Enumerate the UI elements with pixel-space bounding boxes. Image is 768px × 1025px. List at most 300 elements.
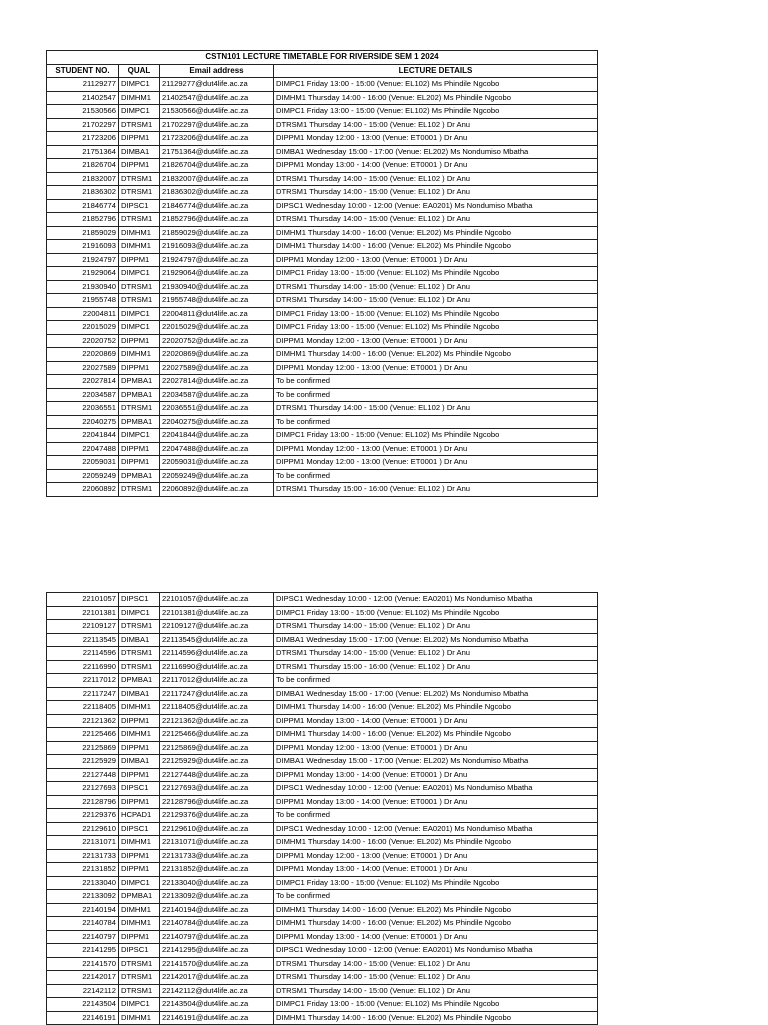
email-cell: 21859029@dut4life.ac.za	[160, 226, 274, 240]
qualification-cell: DIMPC1	[119, 78, 160, 92]
student-number-cell: 22125869	[47, 741, 119, 755]
email-cell: 22059249@dut4life.ac.za	[160, 469, 274, 483]
qualification-cell: DTRSM1	[119, 971, 160, 985]
table-row	[47, 402, 598, 416]
email-cell: 21402547@dut4life.ac.za	[160, 91, 274, 105]
student-number-cell: 22036551	[47, 402, 119, 416]
lecture-details-cell: DIMHM1 Thursday 14:00 - 16:00 (Venue: EL202) Ms Phindile Ngcobo	[274, 728, 598, 742]
lecture-details-cell: DIMHM1 Thursday 14:00 - 16:00 (Venue: EL202) Ms Phindile Ngcobo	[274, 903, 598, 917]
table-row	[47, 714, 598, 728]
email-cell: 22116990@dut4life.ac.za	[160, 660, 274, 674]
student-number-cell: 22133092	[47, 890, 119, 904]
qualification-cell: DIMPC1	[119, 606, 160, 620]
email-cell: 22041844@dut4life.ac.za	[160, 429, 274, 443]
email-cell: 21852796@dut4life.ac.za	[160, 213, 274, 227]
qualification-cell: DIMHM1	[119, 1011, 160, 1025]
email-cell: 22125466@dut4life.ac.za	[160, 728, 274, 742]
lecture-details-cell: DTRSM1 Thursday 14:00 - 15:00 (Venue: EL102 ) Dr Anu	[274, 280, 598, 294]
qualification-cell: DTRSM1	[119, 402, 160, 416]
table-row	[47, 469, 598, 483]
email-cell: 21846774@dut4life.ac.za	[160, 199, 274, 213]
lecture-details-cell: DIMPC1 Friday 13:00 - 15:00 (Venue: EL102) Ms Phindile Ngcobo	[274, 321, 598, 335]
student-number-cell: 21836302	[47, 186, 119, 200]
table-row	[47, 145, 598, 159]
student-number-cell: 21929064	[47, 267, 119, 281]
table-row	[47, 647, 598, 661]
table-row	[47, 984, 598, 998]
table-body-page-1	[47, 78, 598, 497]
table-row	[47, 809, 598, 823]
header-email: Email address	[160, 64, 274, 78]
student-number-cell: 22142112	[47, 984, 119, 998]
lecture-details-cell: DIMPC1 Friday 13:00 - 15:00 (Venue: EL102) Ms Phindile Ngcobo	[274, 267, 598, 281]
table-row	[47, 660, 598, 674]
table-row	[47, 998, 598, 1012]
header-row	[47, 64, 598, 78]
email-cell: 21929064@dut4life.ac.za	[160, 267, 274, 281]
table-row	[47, 415, 598, 429]
email-cell: 22047488@dut4life.ac.za	[160, 442, 274, 456]
table-row	[47, 741, 598, 755]
student-number-cell: 22040275	[47, 415, 119, 429]
email-cell: 22015029@dut4life.ac.za	[160, 321, 274, 335]
table-row	[47, 132, 598, 146]
table-row	[47, 442, 598, 456]
email-cell: 22027589@dut4life.ac.za	[160, 361, 274, 375]
student-number-cell: 22027814	[47, 375, 119, 389]
student-number-cell: 22101381	[47, 606, 119, 620]
title-row	[47, 51, 598, 65]
qualification-cell: DIMHM1	[119, 91, 160, 105]
qualification-cell: DIMBA1	[119, 687, 160, 701]
lecture-details-cell: DIMBA1 Wednesday 15:00 - 17:00 (Venue: EL202) Ms Nondumiso Mbatha	[274, 687, 598, 701]
lecture-details-cell: DIPPM1 Monday 12:00 - 13:00 (Venue: ET0001 ) Dr Anu	[274, 849, 598, 863]
email-cell: 22117247@dut4life.ac.za	[160, 687, 274, 701]
lecture-details-cell: DTRSM1 Thursday 14:00 - 15:00 (Venue: EL102 ) Dr Anu	[274, 118, 598, 132]
timetable-title: CSTN101 LECTURE TIMETABLE FOR RIVERSIDE SEM 1 2024	[47, 51, 598, 65]
email-cell: 22140797@dut4life.ac.za	[160, 930, 274, 944]
qualification-cell: DIPSC1	[119, 199, 160, 213]
qualification-cell: DPMBA1	[119, 674, 160, 688]
qualification-cell: DTRSM1	[119, 984, 160, 998]
email-cell: 22127693@dut4life.ac.za	[160, 782, 274, 796]
email-cell: 22059031@dut4life.ac.za	[160, 456, 274, 470]
student-number-cell: 22131733	[47, 849, 119, 863]
table-row	[47, 267, 598, 281]
qualification-cell: DIMHM1	[119, 917, 160, 931]
student-number-cell: 22131852	[47, 863, 119, 877]
table-row	[47, 483, 598, 497]
table-row	[47, 226, 598, 240]
qualification-cell: DIPPM1	[119, 456, 160, 470]
table-row	[47, 199, 598, 213]
table-row	[47, 674, 598, 688]
qualification-cell: DIMPC1	[119, 998, 160, 1012]
student-number-cell: 22047488	[47, 442, 119, 456]
student-number-cell: 22117012	[47, 674, 119, 688]
table-row	[47, 863, 598, 877]
student-number-cell: 22143504	[47, 998, 119, 1012]
table-row	[47, 213, 598, 227]
email-cell: 21955748@dut4life.ac.za	[160, 294, 274, 308]
email-cell: 22129376@dut4life.ac.za	[160, 809, 274, 823]
student-number-cell: 21129277	[47, 78, 119, 92]
qualification-cell: DPMBA1	[119, 388, 160, 402]
email-cell: 22141295@dut4life.ac.za	[160, 944, 274, 958]
table-row	[47, 944, 598, 958]
qualification-cell: DIPPM1	[119, 714, 160, 728]
timetable-table-page-1	[46, 50, 598, 497]
qualification-cell: DTRSM1	[119, 213, 160, 227]
lecture-details-cell: DIPSC1 Wednesday 10:00 - 12:00 (Venue: EA0201) Ms Nondumiso Mbatha	[274, 944, 598, 958]
email-cell: 21826704@dut4life.ac.za	[160, 159, 274, 173]
lecture-details-cell: DTRSM1 Thursday 14:00 - 15:00 (Venue: EL102 ) Dr Anu	[274, 620, 598, 634]
lecture-details-cell: DTRSM1 Thursday 15:00 - 16:00 (Venue: EL102 ) Dr Anu	[274, 660, 598, 674]
qualification-cell: DTRSM1	[119, 186, 160, 200]
student-number-cell: 21924797	[47, 253, 119, 267]
qualification-cell: DIMPC1	[119, 321, 160, 335]
qualification-cell: DTRSM1	[119, 660, 160, 674]
table-row	[47, 240, 598, 254]
email-cell: 21530566@dut4life.ac.za	[160, 105, 274, 119]
table-row	[47, 159, 598, 173]
student-number-cell: 22128796	[47, 795, 119, 809]
lecture-details-cell: DIPPM1 Monday 12:00 - 13:00 (Venue: ET0001 ) Dr Anu	[274, 442, 598, 456]
table-row	[47, 971, 598, 985]
email-cell: 22020752@dut4life.ac.za	[160, 334, 274, 348]
table-row	[47, 172, 598, 186]
lecture-details-cell: DIMHM1 Thursday 14:00 - 16:00 (Venue: EL202) Ms Phindile Ngcobo	[274, 226, 598, 240]
student-number-cell: 21751364	[47, 145, 119, 159]
table-row	[47, 307, 598, 321]
email-cell: 22125869@dut4life.ac.za	[160, 741, 274, 755]
qualification-cell: DIPPM1	[119, 768, 160, 782]
email-cell: 22142017@dut4life.ac.za	[160, 971, 274, 985]
lecture-details-cell: DTRSM1 Thursday 15:00 - 16:00 (Venue: EL102 ) Dr Anu	[274, 483, 598, 497]
student-number-cell: 22125929	[47, 755, 119, 769]
student-number-cell: 22129610	[47, 822, 119, 836]
qualification-cell: DIPPM1	[119, 159, 160, 173]
email-cell: 22143504@dut4life.ac.za	[160, 998, 274, 1012]
email-cell: 22020869@dut4life.ac.za	[160, 348, 274, 362]
lecture-details-cell: DIPPM1 Monday 12:00 - 13:00 (Venue: ET0001 ) Dr Anu	[274, 456, 598, 470]
student-number-cell: 22125466	[47, 728, 119, 742]
lecture-details-cell: DIPSC1 Wednesday 10:00 - 12:00 (Venue: EA0201) Ms Nondumiso Mbatha	[274, 782, 598, 796]
qualification-cell: DTRSM1	[119, 483, 160, 497]
qualification-cell: DIMHM1	[119, 836, 160, 850]
qualification-cell: DIMBA1	[119, 145, 160, 159]
header-student-no: STUDENT NO.	[47, 64, 119, 78]
lecture-details-cell: DTRSM1 Thursday 14:00 - 15:00 (Venue: EL102 ) Dr Anu	[274, 971, 598, 985]
student-number-cell: 22141570	[47, 957, 119, 971]
table-row	[47, 795, 598, 809]
qualification-cell: DPMBA1	[119, 375, 160, 389]
lecture-details-cell: DIPPM1 Monday 12:00 - 13:00 (Venue: ET0001 ) Dr Anu	[274, 253, 598, 267]
lecture-details-cell: DIMHM1 Thursday 14:00 - 16:00 (Venue: EL202) Ms Phindile Ngcobo	[274, 1011, 598, 1025]
email-cell: 21924797@dut4life.ac.za	[160, 253, 274, 267]
student-number-cell: 22129376	[47, 809, 119, 823]
lecture-details-cell: DIMPC1 Friday 13:00 - 15:00 (Venue: EL102) Ms Phindile Ngcobo	[274, 78, 598, 92]
lecture-details-cell: DIMHM1 Thursday 14:00 - 16:00 (Venue: EL202) Ms Phindile Ngcobo	[274, 91, 598, 105]
table-row	[47, 294, 598, 308]
qualification-cell: DIMPC1	[119, 307, 160, 321]
qualification-cell: DIMHM1	[119, 728, 160, 742]
email-cell: 22117012@dut4life.ac.za	[160, 674, 274, 688]
email-cell: 22146191@dut4life.ac.za	[160, 1011, 274, 1025]
qualification-cell: HCPAD1	[119, 809, 160, 823]
student-number-cell: 22060892	[47, 483, 119, 497]
qualification-cell: DTRSM1	[119, 620, 160, 634]
student-number-cell: 21955748	[47, 294, 119, 308]
student-number-cell: 22059249	[47, 469, 119, 483]
student-number-cell: 22041844	[47, 429, 119, 443]
lecture-details-cell: DIPPM1 Monday 13:00 - 14:00 (Venue: ET0001 ) Dr Anu	[274, 795, 598, 809]
table-row	[47, 606, 598, 620]
student-number-cell: 21723206	[47, 132, 119, 146]
student-number-cell: 22121362	[47, 714, 119, 728]
email-cell: 22131071@dut4life.ac.za	[160, 836, 274, 850]
lecture-details-cell: DIPPM1 Monday 13:00 - 14:00 (Venue: ET0001 ) Dr Anu	[274, 863, 598, 877]
table-row	[47, 253, 598, 267]
qualification-cell: DIPPM1	[119, 863, 160, 877]
header-qual: QUAL	[119, 64, 160, 78]
table-row	[47, 728, 598, 742]
student-number-cell: 22113545	[47, 633, 119, 647]
student-number-cell: 21826704	[47, 159, 119, 173]
student-number-cell: 22146191	[47, 1011, 119, 1025]
lecture-details-cell: To be confirmed	[274, 415, 598, 429]
qualification-cell: DIMHM1	[119, 348, 160, 362]
student-number-cell: 22004811	[47, 307, 119, 321]
qualification-cell: DIPSC1	[119, 822, 160, 836]
qualification-cell: DTRSM1	[119, 294, 160, 308]
student-number-cell: 22133040	[47, 876, 119, 890]
table-row	[47, 782, 598, 796]
email-cell: 22109127@dut4life.ac.za	[160, 620, 274, 634]
student-number-cell: 22114596	[47, 647, 119, 661]
email-cell: 21751364@dut4life.ac.za	[160, 145, 274, 159]
student-number-cell: 22109127	[47, 620, 119, 634]
qualification-cell: DIMBA1	[119, 633, 160, 647]
student-number-cell: 21530566	[47, 105, 119, 119]
table-row	[47, 334, 598, 348]
lecture-details-cell: DIPPM1 Monday 13:00 - 14:00 (Venue: ET0001 ) Dr Anu	[274, 714, 598, 728]
lecture-details-cell: DIPPM1 Monday 12:00 - 13:00 (Venue: ET0001 ) Dr Anu	[274, 741, 598, 755]
table-row	[47, 876, 598, 890]
email-cell: 21916093@dut4life.ac.za	[160, 240, 274, 254]
table-row	[47, 633, 598, 647]
lecture-details-cell: DIPPM1 Monday 13:00 - 14:00 (Venue: ET0001 ) Dr Anu	[274, 159, 598, 173]
qualification-cell: DIPSC1	[119, 944, 160, 958]
lecture-details-cell: DIMPC1 Friday 13:00 - 15:00 (Venue: EL102) Ms Phindile Ngcobo	[274, 998, 598, 1012]
qualification-cell: DIMHM1	[119, 701, 160, 715]
email-cell: 22036551@dut4life.ac.za	[160, 402, 274, 416]
qualification-cell: DIPPM1	[119, 795, 160, 809]
email-cell: 22133092@dut4life.ac.za	[160, 890, 274, 904]
lecture-details-cell: DIMPC1 Friday 13:00 - 15:00 (Venue: EL102) Ms Phindile Ngcobo	[274, 606, 598, 620]
student-number-cell: 22140784	[47, 917, 119, 931]
qualification-cell: DIMPC1	[119, 429, 160, 443]
student-number-cell: 21859029	[47, 226, 119, 240]
email-cell: 22034587@dut4life.ac.za	[160, 388, 274, 402]
lecture-details-cell: DIMPC1 Friday 13:00 - 15:00 (Venue: EL102) Ms Phindile Ngcobo	[274, 876, 598, 890]
table-row	[47, 1011, 598, 1025]
email-cell: 22027814@dut4life.ac.za	[160, 375, 274, 389]
lecture-details-cell: DIPPM1 Monday 12:00 - 13:00 (Venue: ET0001 ) Dr Anu	[274, 132, 598, 146]
table-row	[47, 917, 598, 931]
email-cell: 22114596@dut4life.ac.za	[160, 647, 274, 661]
student-number-cell: 22059031	[47, 456, 119, 470]
email-cell: 22101381@dut4life.ac.za	[160, 606, 274, 620]
email-cell: 21723206@dut4life.ac.za	[160, 132, 274, 146]
lecture-details-cell: DIPPM1 Monday 13:00 - 14:00 (Venue: ET0001 ) Dr Anu	[274, 930, 598, 944]
email-cell: 22118405@dut4life.ac.za	[160, 701, 274, 715]
lecture-details-cell: DTRSM1 Thursday 14:00 - 15:00 (Venue: EL102 ) Dr Anu	[274, 213, 598, 227]
lecture-details-cell: DIMHM1 Thursday 14:00 - 16:00 (Venue: EL202) Ms Phindile Ngcobo	[274, 917, 598, 931]
email-cell: 21129277@dut4life.ac.za	[160, 78, 274, 92]
table-row	[47, 321, 598, 335]
qualification-cell: DIPPM1	[119, 132, 160, 146]
table-row	[47, 186, 598, 200]
lecture-details-cell: DIMBA1 Wednesday 15:00 - 17:00 (Venue: EL202) Ms Nondumiso Mbatha	[274, 755, 598, 769]
student-number-cell: 21402547	[47, 91, 119, 105]
table-row	[47, 687, 598, 701]
email-cell: 22127448@dut4life.ac.za	[160, 768, 274, 782]
qualification-cell: DPMBA1	[119, 415, 160, 429]
lecture-details-cell: DIMPC1 Friday 13:00 - 15:00 (Venue: EL102) Ms Phindile Ngcobo	[274, 429, 598, 443]
lecture-details-cell: DIMHM1 Thursday 14:00 - 16:00 (Venue: EL202) Ms Phindile Ngcobo	[274, 348, 598, 362]
student-number-cell: 22141295	[47, 944, 119, 958]
table-row	[47, 957, 598, 971]
student-number-cell: 22127448	[47, 768, 119, 782]
student-number-cell: 21930940	[47, 280, 119, 294]
email-cell: 21836302@dut4life.ac.za	[160, 186, 274, 200]
lecture-details-cell: DIMBA1 Wednesday 15:00 - 17:00 (Venue: EL202) Ms Nondumiso Mbatha	[274, 145, 598, 159]
lecture-details-cell: To be confirmed	[274, 375, 598, 389]
qualification-cell: DIPSC1	[119, 593, 160, 607]
lecture-details-cell: DTRSM1 Thursday 14:00 - 15:00 (Venue: EL102 ) Dr Anu	[274, 172, 598, 186]
lecture-details-cell: DIPPM1 Monday 12:00 - 13:00 (Venue: ET0001 ) Dr Anu	[274, 361, 598, 375]
student-number-cell: 22127693	[47, 782, 119, 796]
student-number-cell: 22118405	[47, 701, 119, 715]
lecture-details-cell: DIMPC1 Friday 13:00 - 15:00 (Venue: EL102) Ms Phindile Ngcobo	[274, 105, 598, 119]
table-row	[47, 620, 598, 634]
lecture-details-cell: DTRSM1 Thursday 14:00 - 15:00 (Venue: EL102 ) Dr Anu	[274, 957, 598, 971]
qualification-cell: DTRSM1	[119, 957, 160, 971]
qualification-cell: DIMHM1	[119, 903, 160, 917]
student-number-cell: 22131071	[47, 836, 119, 850]
table-row	[47, 593, 598, 607]
timetable-table-page-2	[46, 592, 598, 1025]
student-number-cell: 21846774	[47, 199, 119, 213]
lecture-details-cell: DTRSM1 Thursday 14:00 - 15:00 (Venue: EL102 ) Dr Anu	[274, 294, 598, 308]
student-number-cell: 22027589	[47, 361, 119, 375]
qualification-cell: DIPPM1	[119, 334, 160, 348]
student-number-cell: 22034587	[47, 388, 119, 402]
lecture-details-cell: To be confirmed	[274, 469, 598, 483]
email-cell: 22125929@dut4life.ac.za	[160, 755, 274, 769]
qualification-cell: DTRSM1	[119, 118, 160, 132]
email-cell: 22131852@dut4life.ac.za	[160, 863, 274, 877]
email-cell: 21832007@dut4life.ac.za	[160, 172, 274, 186]
table-row	[47, 105, 598, 119]
table-row	[47, 768, 598, 782]
qualification-cell: DIPPM1	[119, 741, 160, 755]
student-number-cell: 21702297	[47, 118, 119, 132]
email-cell: 21702297@dut4life.ac.za	[160, 118, 274, 132]
email-cell: 22129610@dut4life.ac.za	[160, 822, 274, 836]
table-row	[47, 375, 598, 389]
student-number-cell: 22140194	[47, 903, 119, 917]
lecture-details-cell: DIMHM1 Thursday 14:00 - 16:00 (Venue: EL202) Ms Phindile Ngcobo	[274, 701, 598, 715]
lecture-details-cell: DIPSC1 Wednesday 10:00 - 12:00 (Venue: EA0201) Ms Nondumiso Mbatha	[274, 593, 598, 607]
lecture-details-cell: DIPPM1 Monday 12:00 - 13:00 (Venue: ET0001 ) Dr Anu	[274, 334, 598, 348]
lecture-details-cell: DTRSM1 Thursday 14:00 - 15:00 (Venue: EL102 ) Dr Anu	[274, 647, 598, 661]
lecture-details-cell: DIPSC1 Wednesday 10:00 - 12:00 (Venue: EA0201) Ms Nondumiso Mbatha	[274, 822, 598, 836]
table-row	[47, 456, 598, 470]
lecture-details-cell: DIMPC1 Friday 13:00 - 15:00 (Venue: EL102) Ms Phindile Ngcobo	[274, 307, 598, 321]
lecture-details-cell: DTRSM1 Thursday 14:00 - 15:00 (Venue: EL102 ) Dr Anu	[274, 186, 598, 200]
email-cell: 22140194@dut4life.ac.za	[160, 903, 274, 917]
student-number-cell: 22020752	[47, 334, 119, 348]
student-number-cell: 22020869	[47, 348, 119, 362]
student-number-cell: 22142017	[47, 971, 119, 985]
student-number-cell: 21832007	[47, 172, 119, 186]
table-row	[47, 361, 598, 375]
email-cell: 22004811@dut4life.ac.za	[160, 307, 274, 321]
email-cell: 21930940@dut4life.ac.za	[160, 280, 274, 294]
lecture-details-cell: To be confirmed	[274, 674, 598, 688]
qualification-cell: DTRSM1	[119, 280, 160, 294]
lecture-details-cell: To be confirmed	[274, 809, 598, 823]
student-number-cell: 22117247	[47, 687, 119, 701]
email-cell: 22133040@dut4life.ac.za	[160, 876, 274, 890]
lecture-details-cell: DIPSC1 Wednesday 10:00 - 12:00 (Venue: EA0201) Ms Nondumiso Mbatha	[274, 199, 598, 213]
email-cell: 22131733@dut4life.ac.za	[160, 849, 274, 863]
email-cell: 22101057@dut4life.ac.za	[160, 593, 274, 607]
qualification-cell: DIPPM1	[119, 361, 160, 375]
lecture-details-cell: DIMHM1 Thursday 14:00 - 16:00 (Venue: EL202) Ms Phindile Ngcobo	[274, 240, 598, 254]
email-cell: 22128796@dut4life.ac.za	[160, 795, 274, 809]
email-cell: 22141570@dut4life.ac.za	[160, 957, 274, 971]
student-number-cell: 22015029	[47, 321, 119, 335]
student-number-cell: 22140797	[47, 930, 119, 944]
qualification-cell: DIPSC1	[119, 782, 160, 796]
table-row	[47, 930, 598, 944]
lecture-details-cell: DTRSM1 Thursday 14:00 - 15:00 (Venue: EL102 ) Dr Anu	[274, 402, 598, 416]
table-row	[47, 91, 598, 105]
qualification-cell: DIMHM1	[119, 240, 160, 254]
header-lecture-details: LECTURE DETAILS	[274, 64, 598, 78]
table-row	[47, 78, 598, 92]
email-cell: 22142112@dut4life.ac.za	[160, 984, 274, 998]
table-row	[47, 903, 598, 917]
lecture-details-cell: DIMHM1 Thursday 14:00 - 16:00 (Venue: EL202) Ms Phindile Ngcobo	[274, 836, 598, 850]
table-row	[47, 280, 598, 294]
email-cell: 22113545@dut4life.ac.za	[160, 633, 274, 647]
lecture-details-cell: To be confirmed	[274, 388, 598, 402]
qualification-cell: DIMPC1	[119, 267, 160, 281]
qualification-cell: DTRSM1	[119, 647, 160, 661]
student-number-cell: 21916093	[47, 240, 119, 254]
table-row	[47, 118, 598, 132]
student-number-cell: 22101057	[47, 593, 119, 607]
qualification-cell: DIPPM1	[119, 930, 160, 944]
lecture-details-cell: DIMBA1 Wednesday 15:00 - 17:00 (Venue: EL202) Ms Nondumiso Mbatha	[274, 633, 598, 647]
table-row	[47, 429, 598, 443]
qualification-cell: DPMBA1	[119, 469, 160, 483]
qualification-cell: DTRSM1	[119, 172, 160, 186]
